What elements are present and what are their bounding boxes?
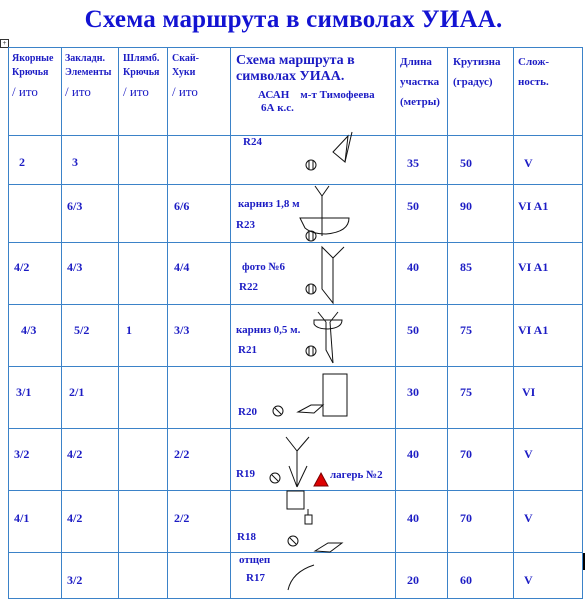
row-note: лагерь №2 bbox=[330, 469, 383, 481]
row-steepness: 50 bbox=[460, 156, 472, 170]
header-bolts: Шлямб. Крючья / ито bbox=[123, 53, 160, 99]
row-difficulty: V bbox=[524, 447, 533, 461]
row-difficulty: V bbox=[524, 156, 533, 170]
header-route: АСАН м-т Тимофеева bbox=[258, 89, 375, 101]
page-title: Схема маршрута в символах УИАА. bbox=[84, 6, 503, 33]
row-chocks: 5/2 bbox=[74, 323, 90, 337]
row-pitch-label: R20 bbox=[238, 406, 257, 418]
dihedral-icon bbox=[315, 186, 329, 236]
row-difficulty: V bbox=[524, 511, 533, 525]
row-steepness: 75 bbox=[460, 323, 472, 337]
row-length: 30 bbox=[407, 385, 419, 399]
row-length: 50 bbox=[407, 323, 419, 337]
header-length: Длина участка (метры) bbox=[400, 56, 440, 108]
row-pitch-label: R21 bbox=[238, 344, 257, 356]
row-skyhooks: 2/2 bbox=[174, 511, 190, 525]
row-difficulty: VI A1 bbox=[518, 323, 549, 337]
row-skyhooks: 6/6 bbox=[174, 199, 190, 213]
piton-icon bbox=[306, 231, 316, 241]
row-pitch-label: R19 bbox=[236, 468, 255, 480]
piton-icon bbox=[306, 284, 316, 294]
overhang-icon bbox=[300, 218, 349, 234]
row-pitch-label: R22 bbox=[239, 281, 258, 293]
row-anchors: 2 bbox=[19, 155, 25, 169]
row-steepness: 70 bbox=[460, 511, 472, 525]
row-anchors: 3/1 bbox=[16, 385, 32, 399]
row-chocks: 3 bbox=[72, 155, 78, 169]
camp-triangle-icon bbox=[314, 473, 328, 486]
crack-marker-icon bbox=[305, 515, 312, 524]
header-skyhooks: Скай- Хуки / ито bbox=[172, 53, 199, 99]
row-difficulty: V bbox=[524, 573, 533, 587]
slab-icon bbox=[323, 374, 347, 416]
row-length: 35 bbox=[407, 156, 419, 170]
row-pitch-label: R18 bbox=[237, 531, 256, 543]
header-anchors: Якорные Крючья / ито bbox=[12, 53, 54, 99]
bolt-icon bbox=[273, 406, 283, 416]
dihedral-icon bbox=[286, 437, 309, 487]
header-chocks: Закладн. Элементы / ито bbox=[65, 53, 112, 99]
row-steepness: 75 bbox=[460, 385, 472, 399]
row-anchors: 3/2 bbox=[14, 447, 30, 461]
row-steepness: 60 bbox=[460, 573, 472, 587]
ledge-icon bbox=[315, 543, 342, 552]
row-skyhooks: 2/2 bbox=[174, 447, 190, 461]
bolt-icon bbox=[270, 473, 280, 483]
row-chocks: 4/2 bbox=[67, 511, 83, 525]
row-skyhooks: 4/4 bbox=[174, 260, 190, 274]
piton-icon bbox=[306, 346, 316, 356]
row-note: карниз 1,8 м bbox=[238, 198, 300, 210]
flake-icon bbox=[288, 565, 314, 590]
row-steepness: 85 bbox=[460, 260, 472, 274]
row-pitch-label: R17 bbox=[246, 572, 265, 584]
row-chocks: 3/2 bbox=[67, 573, 83, 587]
row-anchors: 4/1 bbox=[14, 511, 30, 525]
header-difficulty: Слож- ность. bbox=[518, 56, 549, 88]
row-length: 40 bbox=[407, 511, 419, 525]
row-chocks: 2/1 bbox=[69, 385, 85, 399]
ledge-icon bbox=[298, 405, 323, 413]
row-length: 40 bbox=[407, 447, 419, 461]
row-note: отщеп bbox=[239, 554, 271, 566]
row-note: карниз 0,5 м. bbox=[236, 324, 301, 336]
row-length: 40 bbox=[407, 260, 419, 274]
row-chocks: 4/2 bbox=[67, 447, 83, 461]
dihedral-icon bbox=[333, 132, 352, 162]
row-difficulty: VI A1 bbox=[518, 199, 549, 213]
piton-icon bbox=[306, 160, 316, 170]
row-difficulty: VI bbox=[522, 385, 536, 399]
row-pitch-label: R24 bbox=[243, 136, 262, 148]
row-note: фото №6 bbox=[242, 261, 286, 273]
header-category: 6А к.с. bbox=[261, 102, 294, 114]
row-length: 50 bbox=[407, 199, 419, 213]
row-anchors: 4/3 bbox=[21, 323, 37, 337]
row-anchors: 4/2 bbox=[14, 260, 30, 274]
header-scheme: Схема маршрута в символах УИАА. bbox=[236, 53, 355, 84]
row-skyhooks: 3/3 bbox=[174, 323, 190, 337]
row-chocks: 4/3 bbox=[67, 260, 83, 274]
row-pitch-label: R23 bbox=[236, 219, 255, 231]
table-move-handle-icon[interactable]: + bbox=[0, 39, 9, 48]
header-steepness: Крутизна (градус) bbox=[453, 56, 501, 88]
block-icon bbox=[287, 491, 304, 509]
row-length: 20 bbox=[407, 573, 419, 587]
bolt-icon bbox=[288, 536, 298, 546]
overhang-icon bbox=[314, 320, 342, 329]
dihedral-icon bbox=[322, 247, 344, 303]
row-steepness: 90 bbox=[460, 199, 472, 213]
row-steepness: 70 bbox=[460, 447, 472, 461]
row-difficulty: VI A1 bbox=[518, 260, 549, 274]
row-chocks: 6/3 bbox=[67, 199, 83, 213]
row-bolts: 1 bbox=[126, 323, 132, 337]
